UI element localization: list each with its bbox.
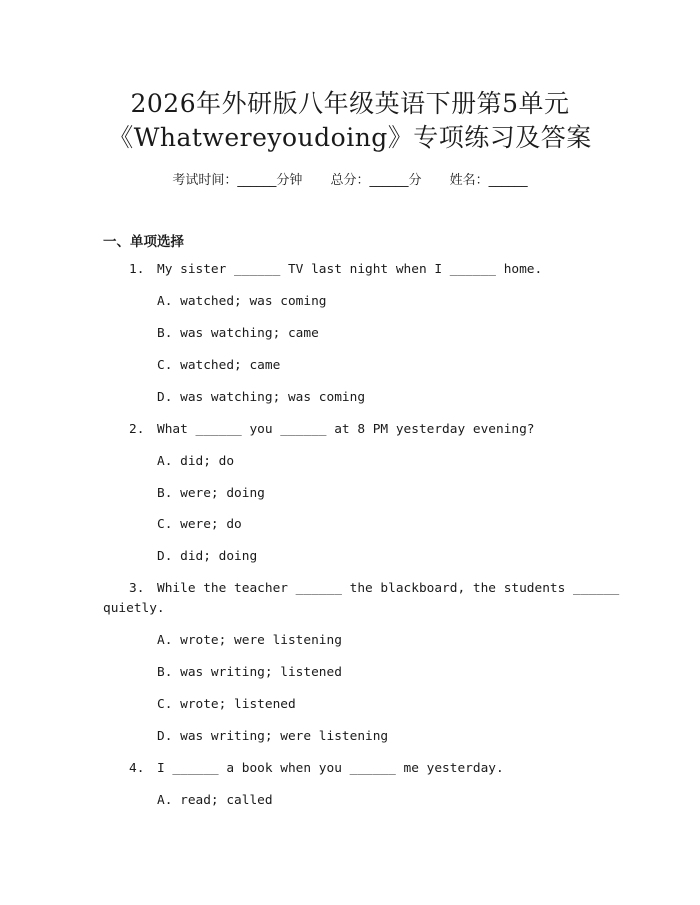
option-3a: A. wrote; were listening: [157, 633, 342, 648]
question-text: My sister ______ TV last night when I ______ home.: [157, 262, 543, 277]
question-3-continuation: quietly.: [103, 601, 165, 616]
option-2d: D. did; doing: [157, 549, 258, 564]
question-4: [129, 761, 504, 777]
question-3: [129, 581, 619, 597]
question-number: 1.: [129, 262, 145, 277]
question-text: I ______ a book when you ______ me yesterday.: [157, 761, 504, 776]
question-text: What ______ you ______ at 8 PM yesterday evening?: [157, 422, 535, 437]
option-2a: A. did; do: [157, 454, 235, 469]
question-text: While the teacher ______ the blackboard, the students ______: [157, 581, 620, 596]
option-1a: A. watched; was coming: [157, 294, 327, 309]
option-3b: B. was writing; listened: [157, 665, 342, 680]
exam-time-field: 考试时间：______分钟: [172, 173, 303, 188]
option-4a: A. read; called: [157, 793, 273, 808]
option-3d: D. was writing; were listening: [157, 729, 389, 744]
question-number: 2.: [129, 422, 145, 437]
option-1d: D. was watching; was coming: [157, 390, 366, 405]
document-title-line1: 2026年外研版八年级英语下册第5单元: [130, 89, 570, 118]
option-2c: C. were; do: [157, 517, 242, 532]
option-3c: C. wrote; listened: [157, 697, 296, 712]
name-field: 姓名：______: [449, 173, 528, 188]
section-heading: 一、单项选择: [103, 234, 184, 250]
option-2b: B. were; doing: [157, 486, 265, 501]
document-title-line2: 《Whatwereyoudoing》专项练习及答案: [108, 123, 592, 152]
total-score-field: 总分：______分: [330, 173, 422, 188]
option-1b: B. was watching; came: [157, 326, 319, 341]
question-number: 4.: [129, 761, 145, 776]
question-2: [129, 422, 535, 438]
option-1c: C. watched; came: [157, 358, 281, 373]
question-number: 3.: [129, 581, 145, 596]
question-1: [129, 262, 542, 278]
exam-info-row: [0, 169, 700, 188]
